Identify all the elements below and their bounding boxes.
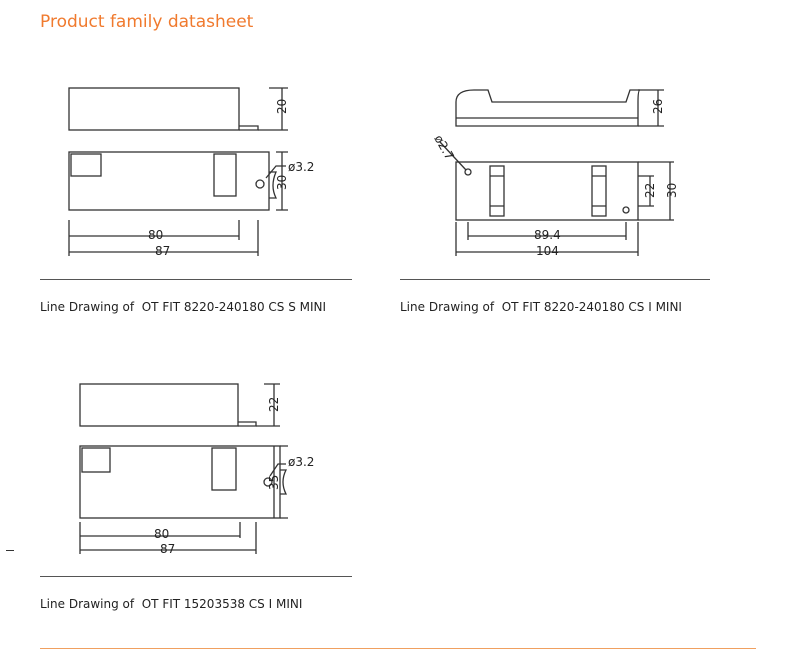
dim-hole: ø3.2 [288, 455, 315, 469]
dim-inner-length: 80 [148, 228, 164, 242]
line-drawing-3 [40, 378, 340, 558]
dim-height: 22 [267, 396, 281, 412]
dim-height: 20 [275, 98, 289, 114]
drawing-caption: Line Drawing of OT FIT 8220-240180 CS I MINI [400, 300, 682, 314]
dim-width: 35 [267, 474, 281, 490]
drawing-caption: Line Drawing of OT FIT 8220-240180 CS S MINI [40, 300, 327, 314]
divider [400, 279, 710, 280]
dim-height: 26 [651, 98, 665, 114]
dim-width: 30 [665, 182, 679, 198]
dim-hole: ø3.2 [288, 160, 315, 174]
dim-length: 104 [536, 244, 559, 258]
dim-width: 30 [275, 174, 289, 190]
divider [40, 576, 352, 577]
dim-hole: ø2.7 [431, 132, 457, 163]
line-drawing-2 [400, 80, 710, 260]
drawing-caption: Line Drawing of OT FIT 15203538 CS I MINI [40, 597, 303, 611]
dim-inner-length: 80 [154, 527, 170, 541]
dim-inner-width: 22 [643, 182, 657, 198]
margin-mark [6, 550, 14, 551]
footer-rule [40, 648, 756, 649]
page-title: Product family datasheet [40, 12, 254, 32]
line-drawing-1 [40, 80, 340, 260]
dim-length: 87 [160, 542, 176, 556]
dim-inner-length: 89.4 [534, 228, 561, 242]
dim-length: 87 [155, 244, 171, 258]
divider [40, 279, 352, 280]
